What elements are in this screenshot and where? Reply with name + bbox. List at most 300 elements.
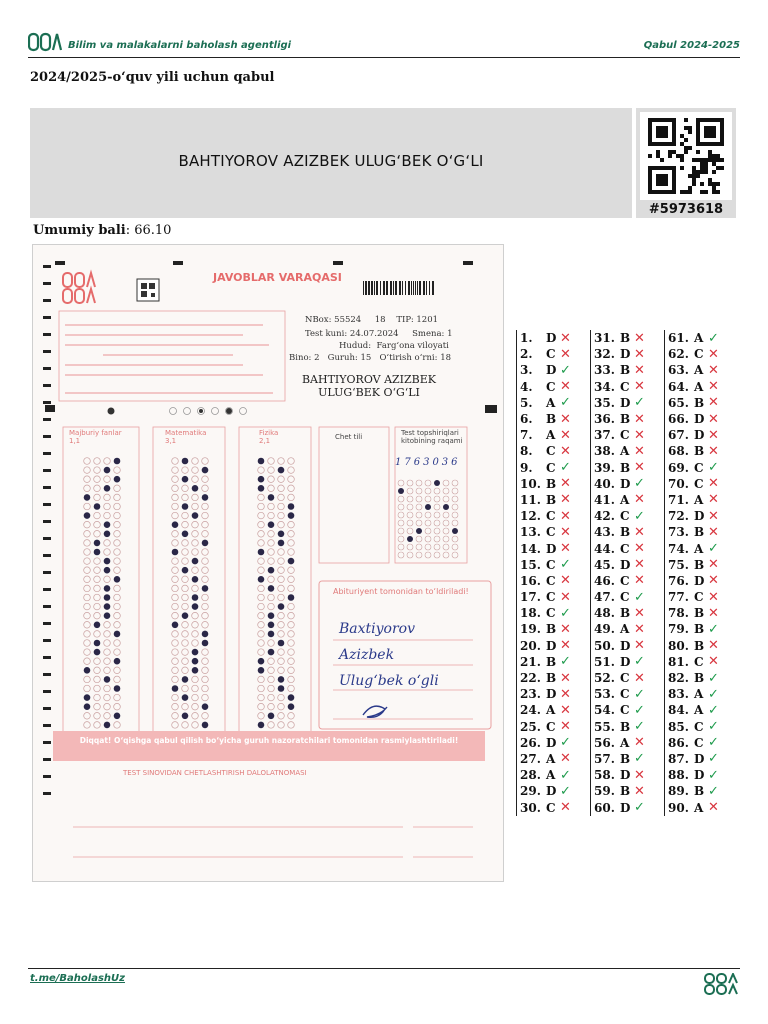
cross-icon: ✕ (634, 670, 645, 686)
question-number: 8. (520, 444, 533, 459)
answer-row (517, 524, 590, 540)
question-number: 38. (594, 444, 615, 459)
answer-row (665, 735, 738, 751)
answer-letter: A (694, 492, 704, 507)
answer-letter: B (620, 719, 631, 734)
question-number: 75. (668, 557, 689, 572)
answer-letter: B (620, 784, 631, 799)
answer-letter: C (620, 687, 630, 702)
answer-row (517, 589, 590, 605)
page-footer (28, 968, 740, 984)
answer-row (665, 686, 738, 702)
sheet-region: Hudud: Farg‘ona viloyati (339, 341, 449, 351)
answer-row (517, 735, 590, 751)
question-number: 68. (668, 444, 689, 459)
question-number: 66. (668, 412, 689, 427)
question-number: 30. (520, 800, 541, 815)
question-number: 78. (668, 606, 689, 621)
answer-letter: C (694, 460, 704, 475)
question-number: 5. (520, 395, 533, 410)
check-icon: ✓ (560, 362, 571, 378)
check-icon: ✓ (634, 686, 645, 702)
cross-icon: ✕ (634, 411, 645, 427)
answer-row (517, 751, 590, 767)
answer-letter: A (546, 703, 556, 718)
check-icon: ✓ (560, 557, 571, 573)
answer-row (665, 638, 738, 654)
cross-icon: ✕ (634, 427, 645, 443)
language-label: Chet tili (335, 433, 363, 441)
question-number: 11. (520, 492, 541, 507)
answer-letter: C (546, 800, 556, 815)
cross-icon: ✕ (708, 346, 719, 362)
answer-letter: C (620, 671, 630, 686)
question-number: 45. (594, 557, 615, 572)
cross-icon: ✕ (560, 443, 571, 459)
question-number: 50. (594, 638, 615, 653)
answer-row (591, 783, 664, 799)
question-number: 57. (594, 751, 615, 766)
answer-letter: C (546, 347, 556, 362)
cross-icon: ✕ (634, 621, 645, 637)
answer-letter: C (546, 379, 556, 394)
check-icon: ✓ (708, 719, 719, 735)
answer-row (665, 427, 738, 443)
student-name: BAHTIYOROV AZIZBEK ULUG‘BEK O‘G‘LI (178, 152, 484, 170)
check-icon: ✓ (560, 460, 571, 476)
question-number: 36. (594, 412, 615, 427)
answer-letter: A (694, 687, 704, 702)
answer-row (591, 751, 664, 767)
answer-sheet-scan (32, 244, 504, 882)
question-number: 85. (668, 719, 689, 734)
check-icon: ✓ (560, 767, 571, 783)
cross-icon: ✕ (560, 524, 571, 540)
answer-row (591, 686, 664, 702)
agency-logo (28, 32, 64, 52)
answer-row (665, 573, 738, 589)
question-number: 55. (594, 719, 615, 734)
cross-icon: ✕ (634, 346, 645, 362)
cross-icon: ✕ (708, 362, 719, 378)
question-number: 84. (668, 703, 689, 718)
answer-letter: B (620, 460, 631, 475)
question-number: 25. (520, 719, 541, 734)
answer-row (517, 686, 590, 702)
answer-letter: D (620, 476, 631, 491)
answer-letter: D (620, 654, 631, 669)
answer-row (591, 443, 664, 459)
answer-row (591, 476, 664, 492)
check-icon: ✓ (708, 686, 719, 702)
answer-row (517, 719, 590, 735)
question-number: 24. (520, 703, 541, 718)
cross-icon: ✕ (560, 702, 571, 718)
question-number: 44. (594, 541, 615, 556)
answer-letter: D (620, 557, 631, 572)
answer-letter: A (546, 395, 556, 410)
question-number: 79. (668, 622, 689, 637)
question-number: 48. (594, 606, 615, 621)
sheet-student-name: BAHTIYOROV AZIZBEK ULUG‘BEK O‘G‘LI (301, 373, 437, 399)
cross-icon: ✕ (708, 800, 719, 816)
answer-letter: D (546, 687, 557, 702)
answer-row (591, 379, 664, 395)
cross-icon: ✕ (708, 557, 719, 573)
answer-row (517, 508, 590, 524)
answer-letter: B (694, 671, 705, 686)
results-column (664, 330, 738, 816)
question-number: 2. (520, 347, 533, 362)
check-icon: ✓ (560, 654, 571, 670)
question-number: 59. (594, 784, 615, 799)
answer-row (665, 330, 738, 346)
check-icon: ✓ (708, 783, 719, 799)
answer-letter: B (694, 525, 705, 540)
check-icon: ✓ (708, 460, 719, 476)
answer-letter: D (694, 573, 705, 588)
answer-letter: B (620, 412, 631, 427)
sheet-title: JAVOBLAR VARAQASI (213, 271, 342, 284)
question-number: 87. (668, 751, 689, 766)
cross-icon: ✕ (708, 411, 719, 427)
cross-icon: ✕ (560, 800, 571, 816)
answer-letter: D (620, 638, 631, 653)
question-number: 49. (594, 622, 615, 637)
answer-letter: C (546, 444, 556, 459)
answer-row (591, 362, 664, 378)
answer-row (517, 654, 590, 670)
cross-icon: ✕ (708, 427, 719, 443)
answer-row (517, 379, 590, 395)
answer-row (517, 330, 590, 346)
sheet-date: Test kuni: 24.07.2024 Smena: 1 (305, 329, 453, 339)
answer-letter: A (620, 622, 630, 637)
check-icon: ✓ (634, 508, 645, 524)
check-icon: ✓ (634, 654, 645, 670)
check-icon: ✓ (560, 783, 571, 799)
book-number: 1763036 (395, 457, 461, 468)
code-bubbles (398, 480, 458, 558)
answer-row (665, 751, 738, 767)
answer-letter: C (546, 590, 556, 605)
answer-letter: C (694, 654, 704, 669)
cross-icon: ✕ (634, 492, 645, 508)
answer-row (591, 395, 664, 411)
answer-row (665, 557, 738, 573)
answer-row (591, 638, 664, 654)
cross-icon: ✕ (560, 427, 571, 443)
cross-icon: ✕ (634, 605, 645, 621)
question-number: 69. (668, 460, 689, 475)
question-number: 43. (594, 525, 615, 540)
answer-letter: B (694, 638, 705, 653)
answer-row (517, 362, 590, 378)
answer-row (665, 589, 738, 605)
answer-row (591, 605, 664, 621)
cross-icon: ✕ (560, 719, 571, 735)
answer-letter: A (546, 428, 556, 443)
answer-letter: D (620, 800, 631, 815)
cross-icon: ✕ (560, 573, 571, 589)
question-number: 18. (520, 606, 541, 621)
question-number: 26. (520, 735, 541, 750)
answer-row (517, 621, 590, 637)
cross-icon: ✕ (708, 654, 719, 670)
answer-row (591, 589, 664, 605)
cross-icon: ✕ (708, 605, 719, 621)
answer-letter: D (620, 395, 631, 410)
check-icon: ✓ (634, 800, 645, 816)
barcode (363, 281, 434, 295)
answer-row (517, 638, 590, 654)
answer-letter: B (620, 525, 631, 540)
question-number: 83. (668, 687, 689, 702)
answer-letter: B (546, 412, 557, 427)
question-number: 73. (668, 525, 689, 540)
question-number: 52. (594, 671, 615, 686)
answer-letter: A (694, 379, 704, 394)
answer-row (591, 330, 664, 346)
check-icon: ✓ (708, 541, 719, 557)
answer-row (665, 411, 738, 427)
cross-icon: ✕ (560, 411, 571, 427)
answer-letter: C (546, 460, 556, 475)
question-number: 9. (520, 460, 533, 475)
question-number: 71. (668, 492, 689, 507)
answer-letter: C (620, 703, 630, 718)
question-number: 46. (594, 573, 615, 588)
answer-row (665, 362, 738, 378)
subject2-label: Matematika 3,1 (165, 429, 207, 445)
check-icon: ✓ (708, 702, 719, 718)
answer-letter: B (546, 492, 557, 507)
answer-row (517, 702, 590, 718)
answer-letter: D (546, 638, 557, 653)
cross-icon: ✕ (560, 638, 571, 654)
question-number: 37. (594, 428, 615, 443)
check-icon: ✓ (560, 605, 571, 621)
cross-icon: ✕ (634, 362, 645, 378)
cross-icon: ✕ (708, 379, 719, 395)
sheet-location: Bino: 2 Guruh: 15 O‘tirish o‘rni: 18 (289, 353, 452, 363)
question-number: 39. (594, 460, 615, 475)
answer-letter: C (546, 509, 556, 524)
question-number: 58. (594, 768, 615, 783)
question-number: 31. (594, 331, 615, 346)
answer-letter: D (620, 768, 631, 783)
qr-box (636, 108, 736, 218)
answer-letter: B (694, 557, 705, 572)
answer-row (665, 783, 738, 799)
answer-letter: D (546, 784, 557, 799)
answer-letter: A (546, 751, 556, 766)
footer-logo (704, 973, 740, 995)
answer-row (665, 395, 738, 411)
sheet-logo (63, 273, 95, 303)
telegram-link[interactable]: t.me/BaholashUz (30, 973, 125, 984)
cross-icon: ✕ (560, 330, 571, 346)
question-number: 62. (668, 347, 689, 362)
check-icon: ✓ (634, 395, 645, 411)
answer-row (591, 799, 664, 815)
answer-row (665, 346, 738, 362)
question-number: 35. (594, 395, 615, 410)
answer-row (517, 670, 590, 686)
question-number: 4. (520, 379, 533, 394)
cross-icon: ✕ (708, 395, 719, 411)
question-number: 47. (594, 590, 615, 605)
answer-letter: A (694, 703, 704, 718)
answer-letter: C (620, 509, 630, 524)
answer-row (517, 443, 590, 459)
question-number: 90. (668, 800, 689, 815)
answer-row (517, 799, 590, 815)
question-number: 65. (668, 395, 689, 410)
student-id: #5973618 (648, 202, 724, 217)
answer-letter: A (694, 331, 704, 346)
answer-letter: C (546, 719, 556, 734)
answer-letter: B (620, 751, 631, 766)
answer-letter: B (546, 476, 557, 491)
question-number: 27. (520, 751, 541, 766)
answer-letter: D (546, 735, 557, 750)
answer-row (665, 799, 738, 815)
answer-letter: C (620, 573, 630, 588)
cross-icon: ✕ (708, 524, 719, 540)
question-number: 86. (668, 735, 689, 750)
applicant-fill-note: Abituriyent tomonidan to‘ldiriladi! (333, 587, 469, 596)
question-number: 22. (520, 671, 541, 686)
answer-letter: D (546, 541, 557, 556)
answer-letter: C (620, 590, 630, 605)
answer-letter: B (546, 654, 557, 669)
removal-act-title: TEST SINOVIDAN CHETLASHTIRISH DALOLATNOMASI (123, 769, 307, 777)
check-icon: ✓ (634, 702, 645, 718)
answer-row (665, 702, 738, 718)
answer-letter: A (694, 363, 704, 378)
question-number: 40. (594, 476, 615, 491)
question-number: 76. (668, 573, 689, 588)
question-number: 41. (594, 492, 615, 507)
subject1-label: Majburiy fanlar 1,1 (69, 429, 122, 445)
answer-letter: A (620, 735, 630, 750)
cross-icon: ✕ (560, 751, 571, 767)
answer-bubbles (84, 458, 295, 729)
check-icon: ✓ (634, 751, 645, 767)
sheet-qr (137, 279, 159, 301)
agency-name: Bilim va malakalarni baholash agentligi (68, 40, 292, 51)
answer-letter: D (546, 331, 557, 346)
answer-letter: C (546, 606, 556, 621)
cross-icon: ✕ (708, 638, 719, 654)
cross-icon: ✕ (560, 492, 571, 508)
question-number: 20. (520, 638, 541, 653)
answer-row (591, 654, 664, 670)
question-number: 74. (668, 541, 689, 556)
cross-icon: ✕ (560, 508, 571, 524)
answer-row (591, 702, 664, 718)
handwritten-name: Azizbek (339, 647, 395, 663)
answer-row (591, 573, 664, 589)
score-value: 66.10 (134, 223, 172, 238)
question-number: 16. (520, 573, 541, 588)
answer-row (517, 767, 590, 783)
answer-row (665, 508, 738, 524)
answer-letter: D (694, 509, 705, 524)
cross-icon: ✕ (634, 557, 645, 573)
cross-icon: ✕ (634, 460, 645, 476)
question-number: 6. (520, 412, 533, 427)
answer-letter: A (620, 444, 630, 459)
answer-letter: B (620, 606, 631, 621)
sheet-nbox: NBox: 55524 18 TIP: 1201 (305, 315, 439, 325)
question-number: 89. (668, 784, 689, 799)
warning-banner: Diqqat! O‘qishga qabul qilish bo‘yicha guruh nazoratchilari tomonidan rasmiylashtiriladi! (53, 731, 485, 761)
cross-icon: ✕ (708, 589, 719, 605)
answer-row (665, 476, 738, 492)
answer-letter: B (694, 395, 705, 410)
question-number: 53. (594, 687, 615, 702)
question-number: 70. (668, 476, 689, 491)
question-number: 3. (520, 363, 533, 378)
answer-letter: A (694, 800, 704, 815)
question-number: 82. (668, 671, 689, 686)
answer-row (591, 346, 664, 362)
answer-row (591, 524, 664, 540)
check-icon: ✓ (634, 719, 645, 735)
cross-icon: ✕ (560, 541, 571, 557)
check-icon: ✓ (634, 589, 645, 605)
question-number: 42. (594, 509, 615, 524)
question-number: 29. (520, 784, 541, 799)
answer-row (665, 719, 738, 735)
answer-row (665, 524, 738, 540)
cross-icon: ✕ (560, 670, 571, 686)
question-number: 19. (520, 622, 541, 637)
cross-icon: ✕ (708, 476, 719, 492)
question-number: 54. (594, 703, 615, 718)
answer-row (665, 767, 738, 783)
question-number: 61. (668, 331, 689, 346)
answer-letter: B (694, 606, 705, 621)
admission-year: Qabul 2024-2025 (643, 40, 740, 51)
answer-row (517, 492, 590, 508)
answer-row (591, 492, 664, 508)
question-number: 12. (520, 509, 541, 524)
results-column (590, 330, 664, 816)
cross-icon: ✕ (634, 783, 645, 799)
question-number: 63. (668, 363, 689, 378)
answer-row (591, 557, 664, 573)
question-number: 17. (520, 590, 541, 605)
cross-icon: ✕ (560, 589, 571, 605)
cross-icon: ✕ (708, 508, 719, 524)
answer-letter: D (694, 428, 705, 443)
question-number: 14. (520, 541, 541, 556)
question-number: 13. (520, 525, 541, 540)
question-number: 15. (520, 557, 541, 572)
question-number: 1. (520, 331, 533, 346)
question-number: 80. (668, 638, 689, 653)
cross-icon: ✕ (634, 330, 645, 346)
answer-letter: B (546, 671, 557, 686)
check-icon: ✓ (708, 670, 719, 686)
answer-row (517, 540, 590, 556)
check-icon: ✓ (634, 476, 645, 492)
answer-letter: C (694, 719, 704, 734)
answer-letter: C (546, 525, 556, 540)
